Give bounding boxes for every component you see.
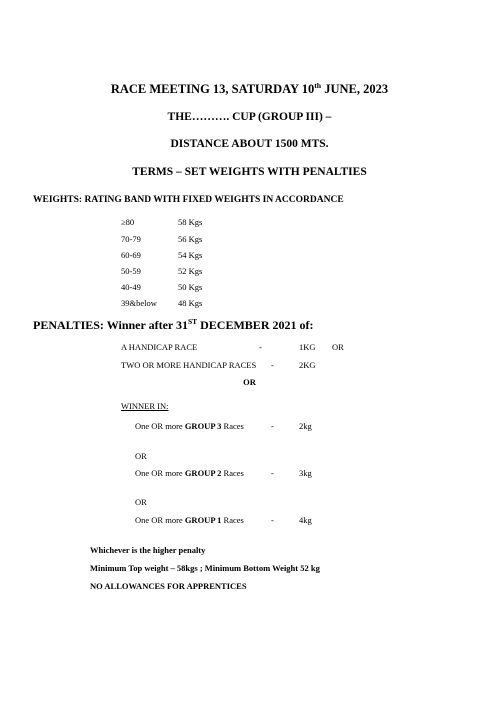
or-divider: OR [243, 377, 256, 387]
rating-band: ≥80 [121, 217, 135, 227]
penalty-or: OR [332, 342, 344, 352]
group-name: GROUP 2 [184, 468, 222, 478]
meeting-title-date: JUNE, 2023 [321, 82, 389, 96]
penalties-title-date: DECEMBER 2021 of: [197, 318, 314, 332]
or-label: OR [135, 451, 147, 461]
group-penalty-suffix: Races [221, 421, 244, 431]
group-name: GROUP 3 [184, 421, 222, 431]
group-penalty-suffix: Races [221, 468, 244, 478]
rating-band: 40-49 [121, 282, 141, 292]
penalty-label: TWO OR MORE HANDICAP RACES [121, 360, 257, 370]
meeting-title [0, 82, 499, 97]
terms-title: TERMS – SET WEIGHTS WITH PENALTIES [132, 166, 367, 178]
penalty-dash: - [271, 360, 274, 370]
band-weight: 52 Kgs [178, 266, 203, 276]
penalty-value: 3kg [299, 468, 312, 478]
minimum-weight-note: Minimum Top weight – 58kgs ; Minimum Bottom Weight 52 kg [90, 563, 320, 573]
penalty-dash: - [271, 515, 274, 525]
group-penalty-prefix: One OR more [135, 468, 185, 478]
band-weight: 50 Kgs [178, 282, 203, 292]
cup-title: THE………. CUP (GROUP III) – [167, 111, 332, 123]
rating-band: 60-69 [121, 250, 141, 260]
group-penalty-label [135, 468, 244, 478]
rating-band: 70-79 [121, 234, 141, 244]
penalty-value: 2KG [299, 360, 316, 370]
band-weight: 54 Kgs [178, 250, 203, 260]
penalties-title [33, 318, 313, 333]
group-penalty-label [135, 421, 244, 431]
meeting-title-main: RACE MEETING 13, SATURDAY 10 [110, 82, 315, 96]
penalty-dash: - [259, 342, 262, 352]
distance-title: DISTANCE ABOUT 1500 MTS. [170, 138, 329, 150]
group-penalty-suffix: Races [221, 515, 244, 525]
meeting-title-sup: th [314, 80, 322, 90]
penalty-value: 2kg [299, 421, 312, 431]
penalty-dash: - [271, 468, 274, 478]
higher-penalty-note: Whichever is the higher penalty [90, 545, 206, 555]
band-weight: 48 Kgs [178, 298, 203, 308]
group-penalty-prefix: One OR more [135, 421, 185, 431]
rating-band: 50-59 [121, 266, 141, 276]
group-penalty-prefix: One OR more [135, 515, 185, 525]
group-name: GROUP 1 [184, 515, 222, 525]
penalties-title-sup: ST [188, 317, 198, 326]
band-weight: 58 Kgs [178, 217, 203, 227]
penalty-value: 1KG [299, 342, 316, 352]
band-weight: 56 Kgs [178, 234, 203, 244]
penalty-dash: - [271, 421, 274, 431]
no-allowances-note: NO ALLOWANCES FOR APPRENTICES [90, 581, 247, 591]
penalty-label: A HANDICAP RACE [121, 342, 198, 352]
group-penalty-label [135, 515, 244, 525]
penalty-value: 4kg [299, 515, 312, 525]
penalties-title-main: PENALTIES: Winner after 31 [33, 318, 189, 332]
rating-band: 39&below [121, 298, 157, 308]
or-label: OR [135, 497, 147, 507]
weights-title: WEIGHTS: RATING BAND WITH FIXED WEIGHTS IN ACCORDANCE [33, 195, 344, 205]
winner-in-heading: WINNER IN: [121, 401, 169, 411]
